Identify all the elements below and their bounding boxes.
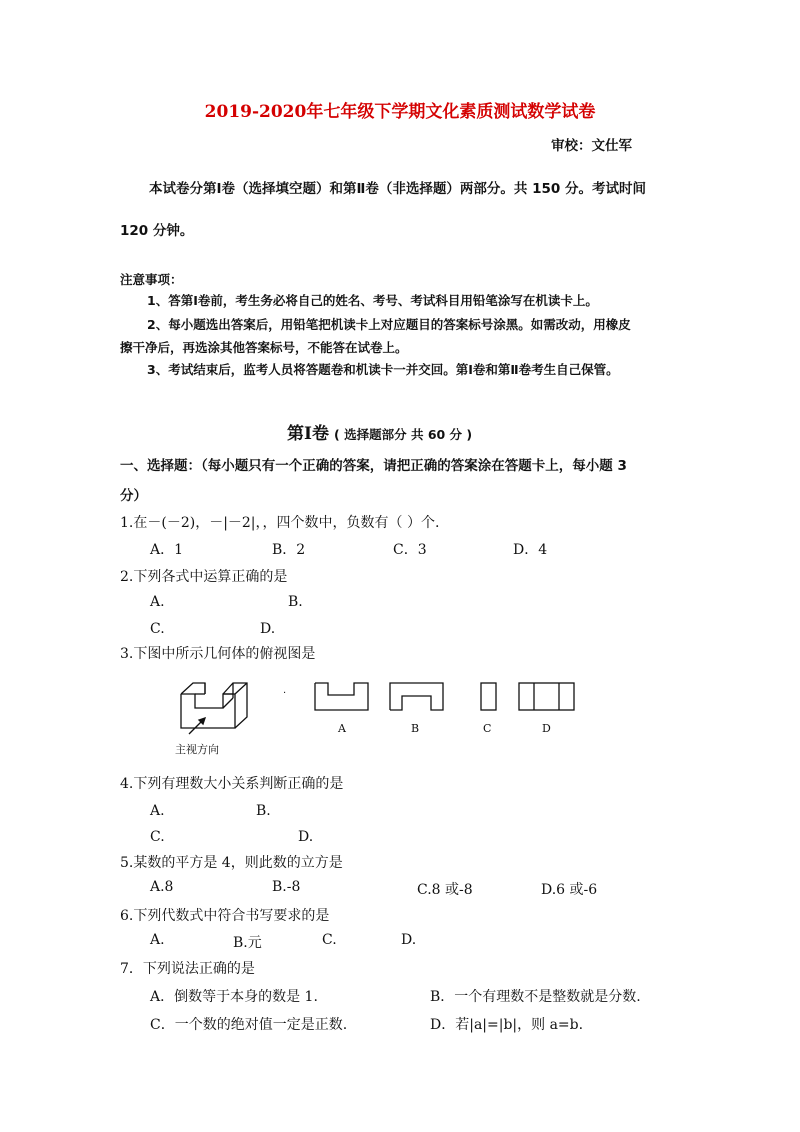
q6-option-d: D. — [401, 932, 417, 948]
notes-item-1: 1、答第Ⅰ卷前，考生务必将自己的姓名、考号、考试科目用铅笔涂写在机读卡上。 — [147, 293, 598, 308]
q7-option-b: B．一个有理数不是整数就是分数. — [430, 989, 641, 1005]
q7-option-c: C．一个数的绝对值一定是正数. — [150, 1017, 348, 1033]
q4-option-a: A. — [150, 803, 165, 819]
q5-option-b: B.-8 — [272, 879, 301, 895]
q5-option-c: C.8 或-8 — [417, 882, 473, 898]
q6-option-c: C. — [322, 932, 337, 948]
q6-option-a: A. — [150, 932, 165, 948]
q2-option-b: B. — [288, 594, 303, 610]
q5-option-a: A.8 — [150, 879, 174, 895]
q4-stem: 4.下列有理数大小关系判断正确的是 — [120, 776, 344, 792]
solid-figure — [175, 674, 257, 736]
section1-line-2: 分） — [120, 488, 147, 504]
q4-option-b: B. — [256, 803, 271, 819]
q3-option-d: D — [542, 722, 551, 735]
option-b-figure — [389, 682, 445, 712]
q6-stem: 6.下列代数式中符合书写要求的是 — [120, 908, 330, 924]
option-d-figure — [518, 682, 576, 712]
q3-option-b: B — [411, 722, 420, 735]
q1-option-b: B．2 — [272, 542, 306, 558]
part1-heading — [287, 419, 472, 444]
q2-stem: 2.下列各式中运算正确的是 — [120, 569, 288, 585]
figure-dot: · — [283, 688, 287, 699]
q3-option-c: C — [483, 722, 492, 735]
q2-option-c: C. — [150, 621, 165, 637]
part1-title: 第Ⅰ卷 — [287, 424, 329, 444]
section1-line-1: 一、选择题：（每小题只有一个正确的答案，请把正确的答案涂在答题卡上，每小题 3 — [120, 458, 627, 474]
q5-stem: 5.某数的平方是 4，则此数的立方是 — [120, 855, 343, 871]
q6-option-b: B.元 — [233, 935, 262, 951]
q2-option-d: D. — [260, 621, 276, 637]
notes-item-3: 3、考试结束后，监考人员将答题卷和机读卡一并交回。第Ⅰ卷和第Ⅱ卷考生自己保管。 — [147, 362, 619, 377]
q7-option-d: D．若|a|=|b|，则 a=b. — [430, 1017, 584, 1033]
q1-option-d: D．4 — [513, 542, 548, 558]
intro-line-1: 本试卷分第Ⅰ卷（选择填空题）和第Ⅱ卷（非选择题）两部分。共 150 分。考试时间 — [149, 181, 646, 197]
q5-option-d: D.6 或-6 — [541, 882, 598, 898]
part1-subtitle: ( 选择题部分 共 60 分 ) — [334, 427, 473, 442]
exam-title: 2019-2020年七年级下学期文化素质测试数学试卷 — [204, 102, 596, 122]
q7-option-a: A．倒数等于本身的数是 1. — [150, 989, 318, 1005]
intro-line-2: 120 分钟。 — [120, 223, 194, 239]
notes-item-2a: 2、每小题选出答案后，用铅笔把机读卡上对应题目的答案标号涂黑。如需改动，用橡皮 — [147, 317, 631, 332]
q1-option-c: C．3 — [393, 542, 427, 558]
q2-option-a: A. — [150, 594, 165, 610]
notes-heading: 注意事项： — [120, 272, 183, 287]
q7-stem: 7．下列说法正确的是 — [120, 961, 255, 977]
q3-option-a: A — [338, 722, 346, 735]
q1-option-a: A．1 — [150, 542, 184, 558]
option-a-figure — [314, 682, 370, 712]
notes-item-2b: 擦干净后，再选涂其他答案标号，不能答在试卷上。 — [120, 340, 408, 355]
option-c-figure — [480, 682, 498, 712]
q1-stem: 1.在－(－2)，－|－2|，，四个数中，负数有（ ）个. — [120, 515, 440, 531]
q3-stem: 3.下图中所示几何体的俯视图是 — [120, 646, 316, 662]
q4-option-d: D. — [298, 829, 314, 845]
reviewer: 审校：文仕军 — [551, 138, 632, 154]
view-direction-caption: 主视方向 — [175, 743, 219, 756]
q4-option-c: C. — [150, 829, 165, 845]
